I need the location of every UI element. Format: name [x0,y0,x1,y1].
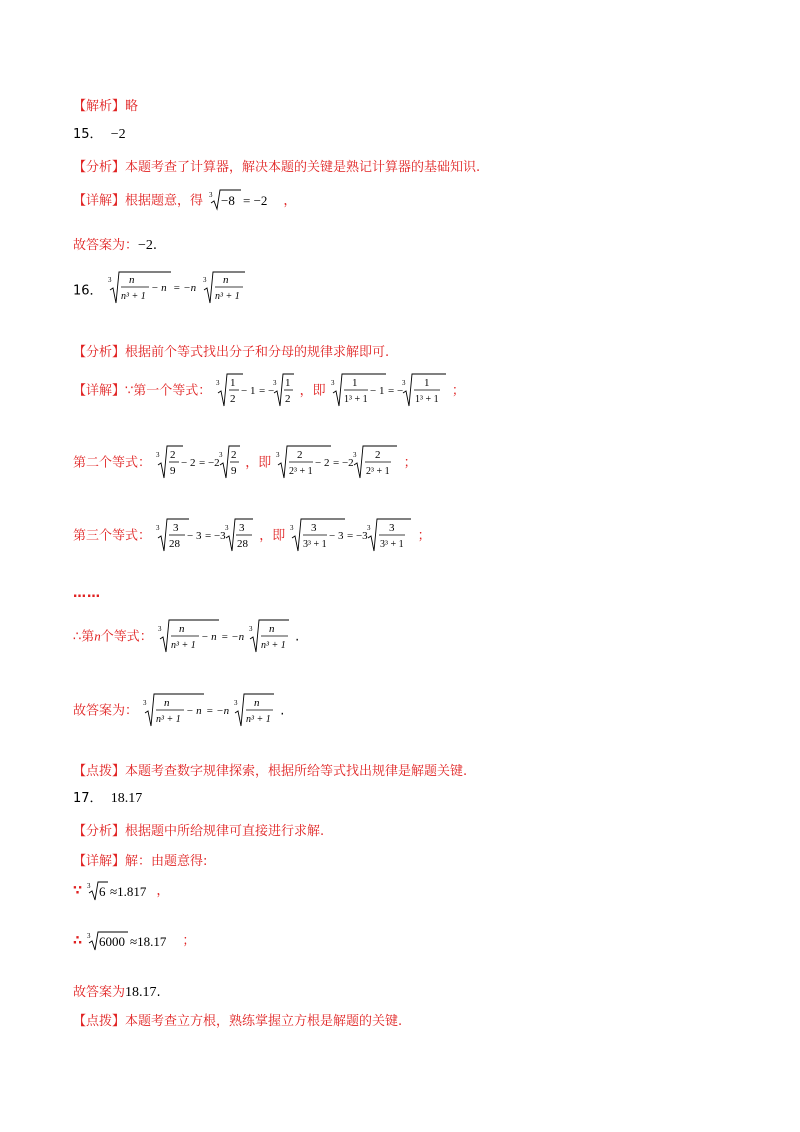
q15-header [73,125,126,145]
q16-third-eq-general [289,517,413,555]
svg-text:6000: 6000 [99,934,126,949]
q16-answer-line [73,692,284,730]
svg-text:n: n [178,623,185,635]
q16-third-eq [155,517,255,555]
svg-text:2: 2 [230,393,236,405]
q17-answer-value: 18.17 [125,985,157,1000]
q15-detail-text: 根据题意，得 [125,193,204,209]
svg-text:9: 9 [231,465,237,477]
svg-text:3: 3 [156,524,160,532]
tag-jiexi: 【解析】 [73,99,126,114]
svg-text:3: 3 [234,699,238,707]
svg-text:= −: = − [259,385,275,397]
q17-because-line [73,880,169,902]
q15-answer-post: . [152,238,158,253]
svg-text:− n: − n [150,282,167,294]
tag-xiangjie-17: 【详解】 [73,854,126,869]
svg-text:1: 1 [351,377,358,389]
q16-answer-eq [142,692,276,730]
svg-text:2: 2 [231,449,237,461]
svg-text:= −2: = −2 [199,457,220,469]
q15-analysis-text: 本题考查了计算器，解决本题的关键是熟记计算器的基础知识. [125,160,481,175]
q16-analysis-text: 根据前个等式找出分子和分母的规律求解即可. [125,345,390,360]
q16-first-eq-general [330,372,448,410]
q17-tip [73,1012,402,1032]
q17-because-expr [86,880,152,902]
q16-third-post: ； [417,528,431,544]
svg-text:= −: = − [387,385,403,397]
svg-text:3: 3 [330,379,335,387]
svg-text:− 2: − 2 [181,457,196,469]
svg-text:3: 3 [273,379,277,387]
svg-text:− 1: − 1 [369,385,385,397]
svg-text:n³ + 1: n³ + 1 [246,714,271,725]
q17-therefore-post: ； [182,933,196,949]
svg-text:6: 6 [99,884,106,899]
svg-text:3: 3 [276,451,280,459]
svg-text:n: n [222,274,229,286]
svg-text:3: 3 [156,451,160,459]
q17-analysis [73,822,324,842]
tag-dianbo-16: 【点拨】 [73,764,126,779]
svg-text:3: 3 [225,524,229,532]
q15-cuberoot-expr [207,188,279,214]
svg-text:1³ + 1: 1³ + 1 [414,394,439,405]
q16-header [73,276,247,306]
svg-text:3: 3 [239,522,245,534]
svg-text:n³ + 1: n³ + 1 [170,640,196,651]
svg-text:= −3: = −3 [205,530,226,542]
q16-third-prefix: 第三个等式： [73,528,152,544]
svg-text:− 1: − 1 [241,385,256,397]
jiexi-line [73,97,138,117]
q17-answer: 18.17 [110,791,143,806]
q15-detail-post: ， [283,193,297,209]
svg-text:− 3: − 3 [329,530,344,542]
svg-text:n³ + 1: n³ + 1 [260,640,286,651]
q16-first-prefix: ∵第一个等式： [125,383,212,399]
svg-text:3: 3 [202,276,207,284]
svg-text:n: n [268,623,275,635]
q16-first-line [73,372,465,410]
q16-nth-post: . [295,629,300,645]
q16-tip-text: 本题考查数字规律探索，根据所给等式找出规律是解题关键. [125,764,468,779]
svg-text:n³ + 1: n³ + 1 [120,291,146,302]
q16-answer-expr [107,270,247,306]
q16-first-mid: ，即 [299,383,326,399]
because-symbol: ∵ [73,883,83,899]
q16-nth-prefix: ∴第 [73,629,95,645]
svg-text:2: 2 [170,449,176,461]
svg-text:3: 3 [143,699,147,707]
q16-tip [73,762,467,782]
q16-first-eq [215,372,295,410]
tag-dianbo-17: 【点拨】 [73,1014,126,1029]
svg-text:= −n: = −n [206,705,230,717]
svg-text:− 3: − 3 [187,530,202,542]
svg-text:3: 3 [290,524,294,532]
svg-text:n³ + 1: n³ + 1 [214,291,240,302]
tag-xiangjie-16: 【详解】 [73,383,126,399]
svg-text:3: 3 [157,625,162,633]
q17-therefore-line [73,930,195,952]
svg-text:3: 3 [216,379,220,387]
q16-nth-eq [157,618,291,656]
svg-text:−8: −8 [221,193,236,208]
q17-because-post: ， [156,883,170,899]
tag-fenxi-17: 【分析】 [73,824,126,839]
svg-text:3: 3 [173,522,179,534]
svg-text:n³ + 1: n³ + 1 [156,714,181,725]
svg-text:3: 3 [107,276,112,284]
q16-second-eq-general [275,444,399,482]
q17-tip-text: 本题考查立方根，熟练掌握立方根是解题的关键. [125,1014,403,1029]
q16-nth-line [73,618,299,656]
q17-number: 17． [73,791,103,806]
svg-text:= −n: = −n [172,282,196,294]
svg-text:28: 28 [237,538,249,550]
q17-header [73,789,142,809]
tag-xiangjie: 【详解】 [73,193,126,209]
q17-detail-text: 解：由题意得: [125,854,208,869]
q15-answer-line [73,236,157,256]
svg-text:1: 1 [285,377,291,389]
q16-second-eq [155,444,241,482]
q15-detail [73,188,296,214]
svg-text:28: 28 [169,538,181,550]
svg-text:3: 3 [311,522,317,534]
svg-text:3³ + 1: 3³ + 1 [380,539,405,550]
svg-text:3: 3 [209,191,213,199]
q16-first-post: ； [451,383,465,399]
therefore-symbol: ∴ [73,933,83,949]
svg-text:2: 2 [297,449,303,461]
svg-text:9: 9 [170,465,176,477]
svg-text:1³ + 1: 1³ + 1 [343,394,368,405]
q16-nth-var: n [94,628,101,644]
svg-text:≈18.17: ≈18.17 [130,934,167,949]
svg-text:3: 3 [87,932,91,940]
svg-text:2³ + 1: 2³ + 1 [289,466,314,477]
q15-answer-prefix: 故答案为： [73,238,139,253]
q17-answer-post: . [156,985,161,1000]
q17-detail [73,852,207,872]
svg-text:− n: − n [186,705,202,717]
q15-number: 15． [73,127,103,142]
q17-answer-prefix: 故答案为 [73,985,126,1000]
svg-text:3: 3 [401,379,406,387]
q16-third-mid: ，即 [259,528,286,544]
q16-nth-mid: 个等式： [100,629,153,645]
tag-fenxi: 【分析】 [73,160,126,175]
svg-text:1: 1 [423,377,430,389]
q15-analysis [73,158,480,178]
jiexi-text: 略 [125,99,139,114]
q16-number: 16． [73,283,103,299]
svg-text:2³ + 1: 2³ + 1 [366,466,391,477]
svg-text:n: n [128,274,135,286]
svg-text:3: 3 [219,451,223,459]
q16-answer-post: . [280,703,285,719]
svg-text:= −2: = −2 [243,193,268,208]
q17-therefore-expr [86,930,178,952]
svg-text:3: 3 [248,625,253,633]
svg-text:= −3: = −3 [347,530,369,542]
svg-text:= −2: = −2 [333,457,355,469]
svg-text:1: 1 [230,377,236,389]
svg-text:3: 3 [87,882,91,890]
q16-answer-prefix: 故答案为： [73,703,139,719]
q16-second-post: ； [403,455,417,471]
q15-answer: −2 [110,127,126,142]
q15-answer-value: −2 [138,238,153,253]
svg-text:≈1.817: ≈1.817 [110,884,147,899]
q16-dots: …… [73,586,101,601]
tag-fenxi-16: 【分析】 [73,345,126,360]
svg-text:3³ + 1: 3³ + 1 [303,539,328,550]
q16-analysis [73,343,389,363]
q16-second-line [73,444,417,482]
svg-text:2: 2 [285,393,291,405]
svg-text:2: 2 [375,449,381,461]
q16-second-mid: ，即 [245,455,272,471]
q16-second-prefix: 第二个等式： [73,455,152,471]
svg-text:− n: − n [200,631,217,643]
svg-text:− 2: − 2 [315,457,330,469]
svg-text:3: 3 [367,524,371,532]
q16-third-line [73,517,431,555]
svg-text:n: n [254,697,260,709]
q17-answer-line [73,983,161,1003]
svg-text:3: 3 [353,451,357,459]
svg-text:= −n: = −n [220,631,245,643]
svg-text:3: 3 [389,522,395,534]
q17-analysis-text: 根据题中所给规律可直接进行求解. [125,824,325,839]
svg-text:n: n [164,697,170,709]
